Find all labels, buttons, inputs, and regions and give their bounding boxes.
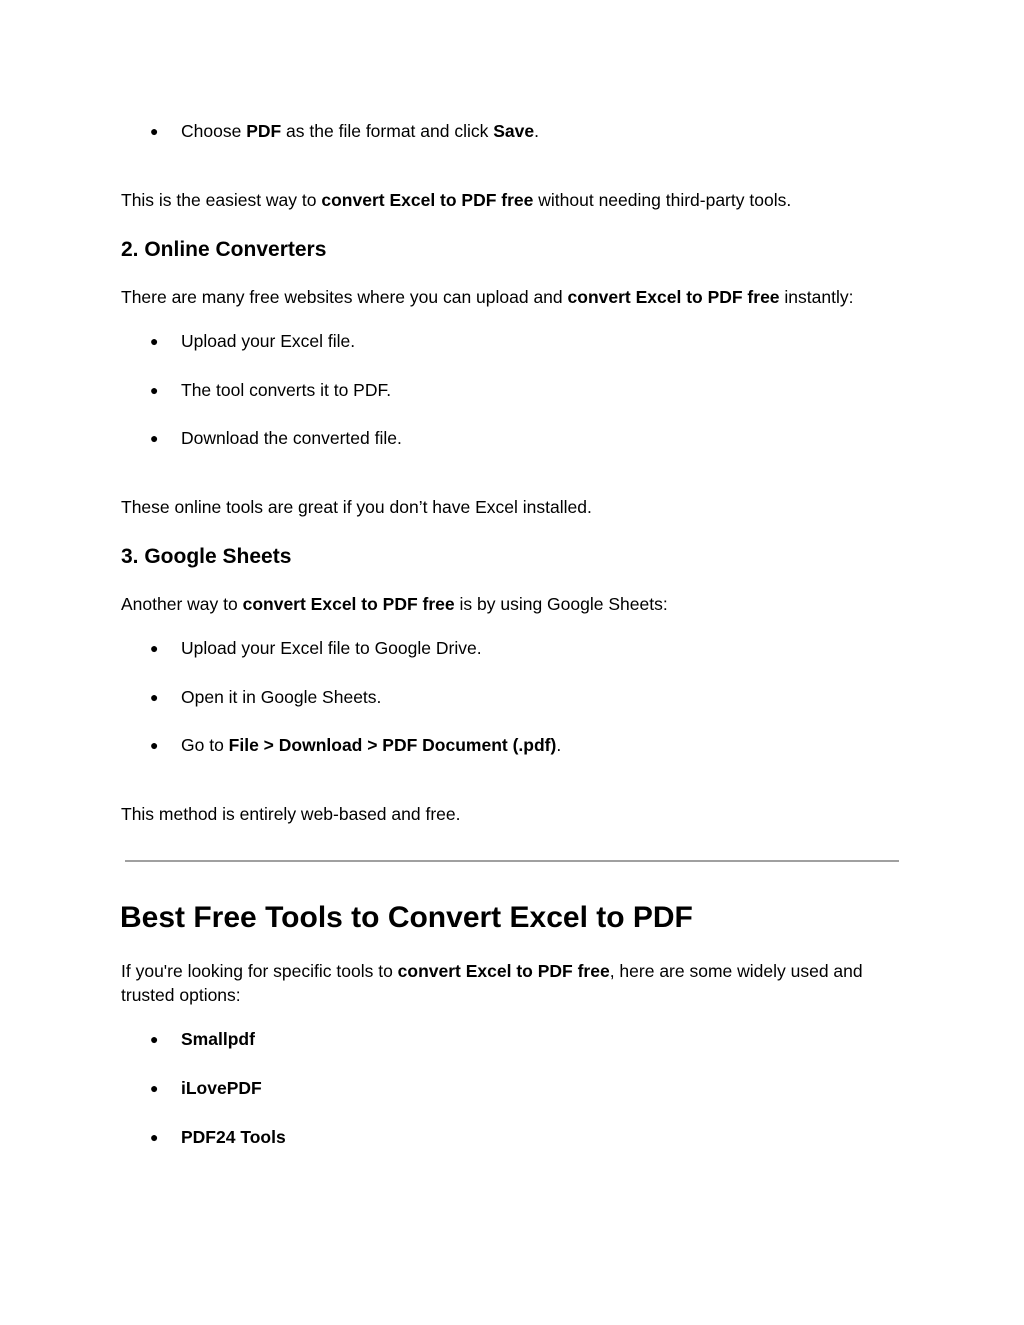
list-item <box>150 119 539 143</box>
section-heading: 2. Online Converters <box>121 238 327 261</box>
paragraph: There are many free websites where you can upload and convert Excel to PDF free instantly: <box>121 287 854 307</box>
bullet-icon: ● <box>150 1031 159 1047</box>
list-item-text: Choose PDF as the file format and click Save. <box>181 121 539 141</box>
list-item-text: Download the converted file. <box>181 428 402 448</box>
list-item-text: Upload your Excel file to Google Drive. <box>181 638 482 658</box>
list-item-text: Open it in Google Sheets. <box>181 687 382 707</box>
page-heading: Best Free Tools to Convert Excel to PDF <box>120 901 693 934</box>
list-item <box>150 685 381 709</box>
bullet-icon: ● <box>150 689 159 705</box>
list-item-text: PDF24 Tools <box>181 1127 286 1147</box>
list-item-text: iLovePDF <box>181 1078 262 1098</box>
list-item <box>150 378 391 402</box>
list-item <box>150 1027 255 1051</box>
paragraph: If you're looking for specific tools to convert Excel to PDF free, here are some widely used and trusted options: <box>121 961 863 1005</box>
list-item-text: Upload your Excel file. <box>181 331 356 351</box>
bullet-icon: ● <box>150 430 159 446</box>
list-item <box>150 1125 286 1149</box>
list-item <box>150 636 482 660</box>
section-heading: 3. Google Sheets <box>121 545 292 568</box>
list-item <box>150 733 561 757</box>
bullet-icon: ● <box>150 123 159 139</box>
paragraph: This method is entirely web-based and free. <box>121 804 461 824</box>
paragraph: This is the easiest way to convert Excel to PDF free without needing third-party tools. <box>121 190 792 210</box>
paragraph: These online tools are great if you don’t have Excel installed. <box>121 497 592 517</box>
list-item-text: Smallpdf <box>181 1029 255 1049</box>
bullet-icon: ● <box>150 1080 159 1096</box>
paragraph: Another way to convert Excel to PDF free is by using Google Sheets: <box>121 594 668 614</box>
bullet-icon: ● <box>150 640 159 656</box>
horizontal-rule <box>125 860 899 862</box>
bullet-icon: ● <box>150 382 159 398</box>
bullet-icon: ● <box>150 333 159 349</box>
bullet-icon: ● <box>150 737 159 753</box>
list-item <box>150 426 402 450</box>
list-item-text: The tool converts it to PDF. <box>181 380 392 400</box>
list-item-text: Go to File > Download > PDF Document (.pdf). <box>181 735 562 755</box>
bullet-icon: ● <box>150 1129 159 1145</box>
list-item <box>150 329 355 353</box>
list-item <box>150 1076 262 1100</box>
